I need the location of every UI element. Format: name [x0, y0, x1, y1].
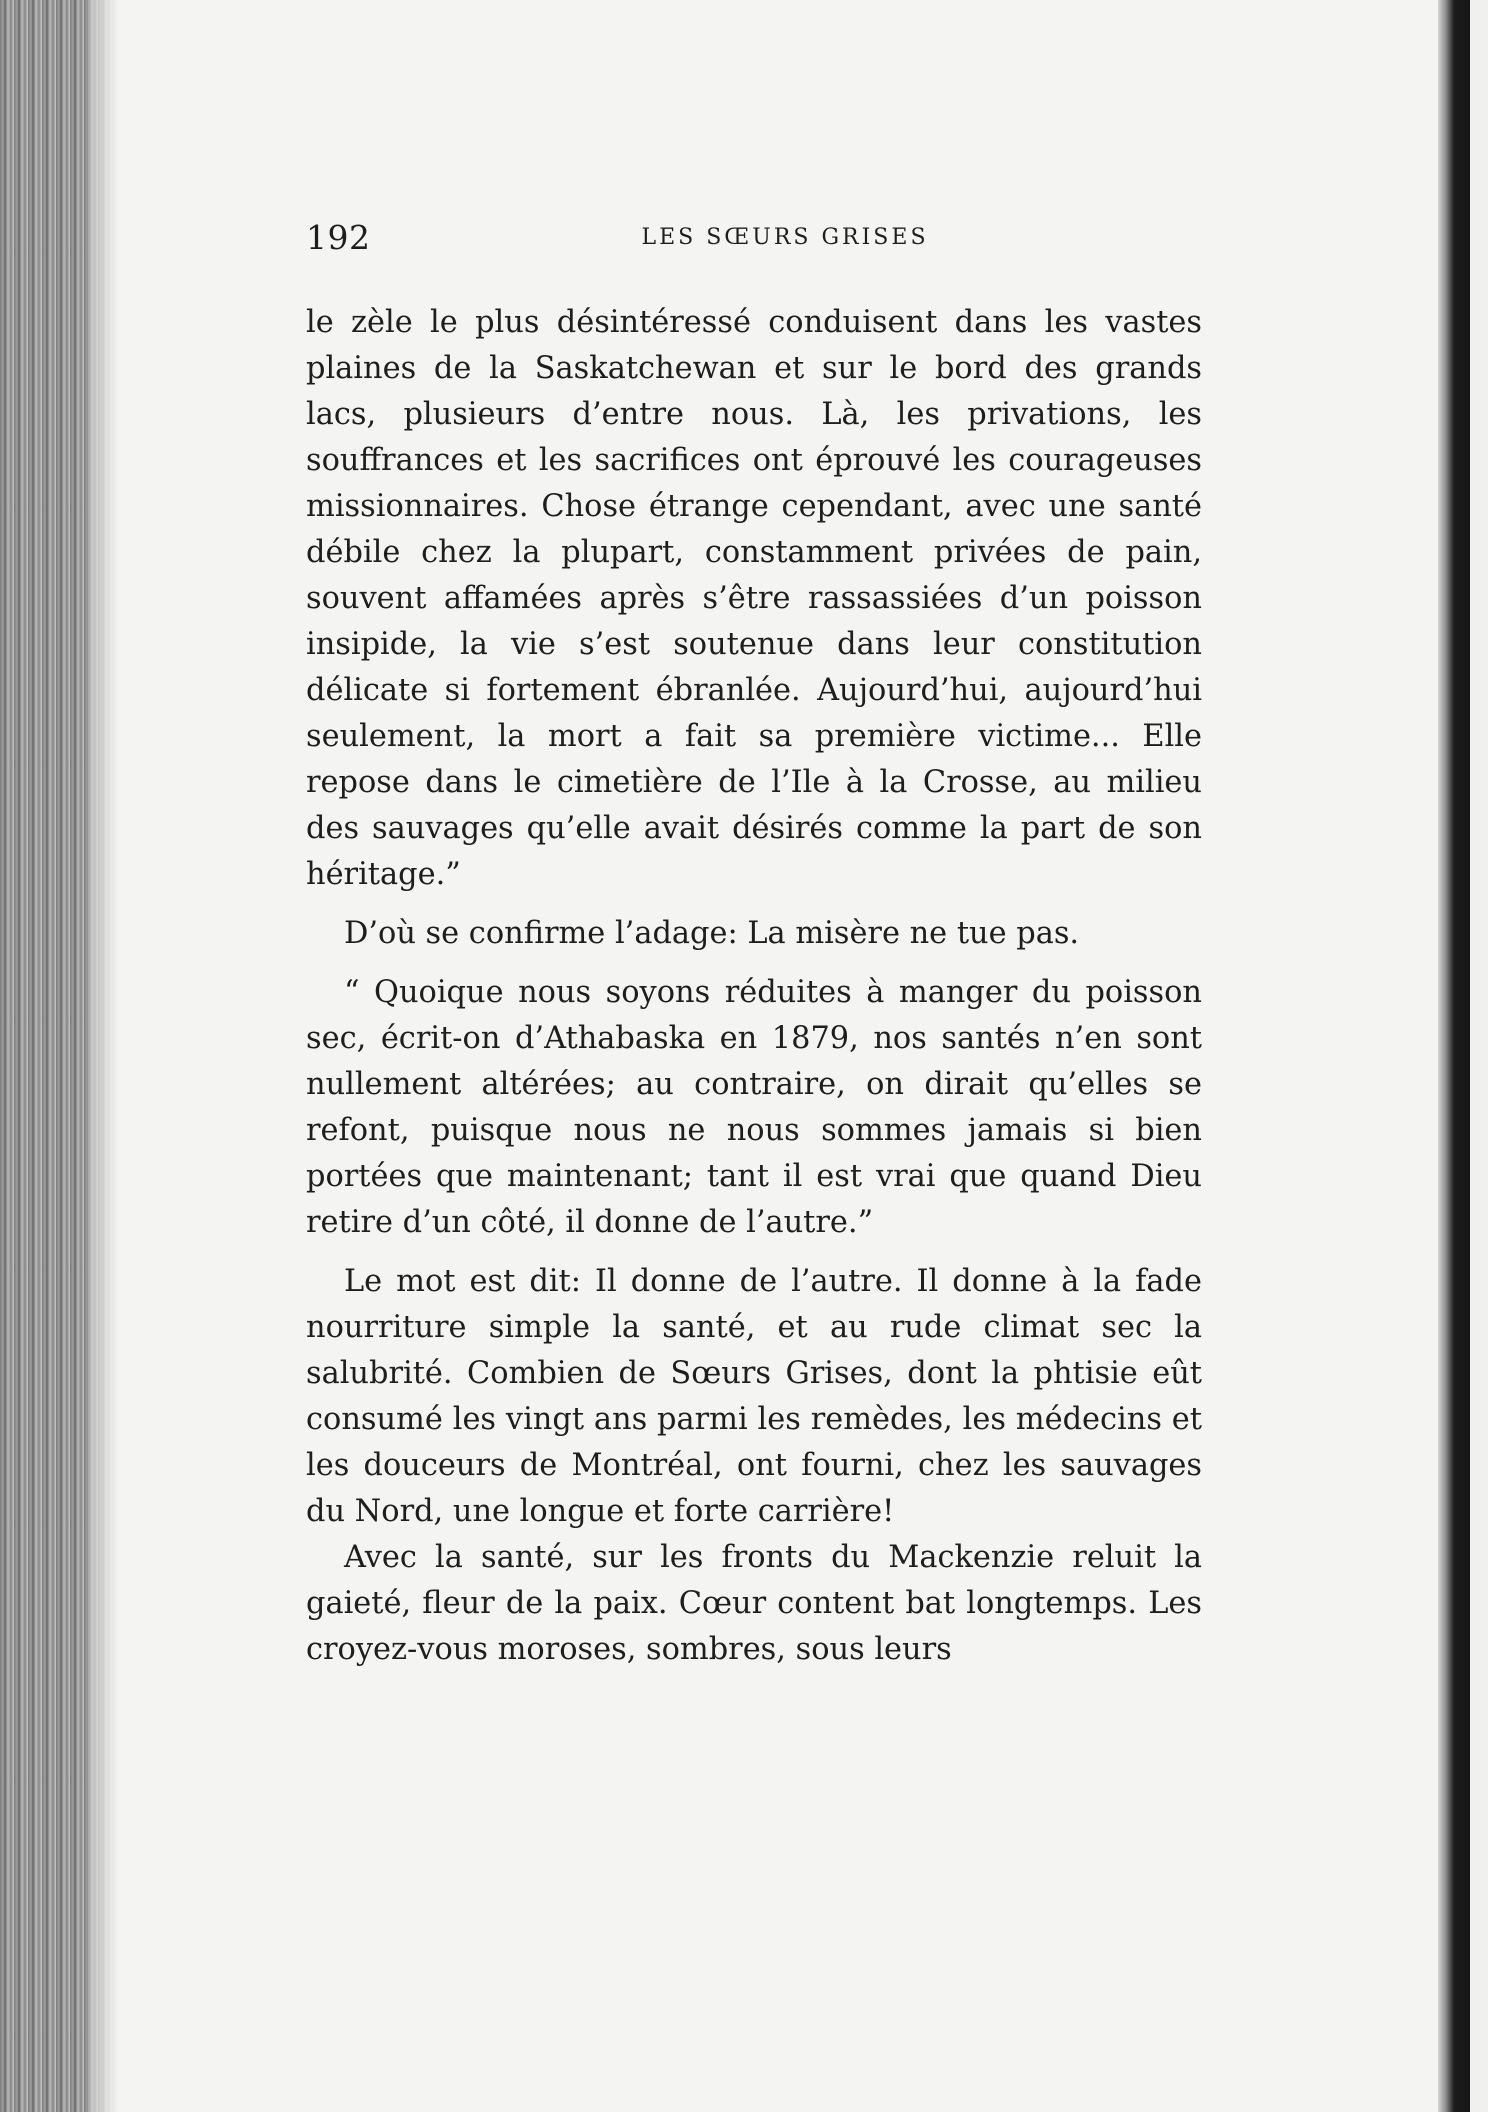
- paragraph-quotation: “ Quoique nous soyons réduites à manger du poisson sec, écrit-on d’Athabaska en 1879, nos santés n’en sont nullement altérées; au contraire, on dirait qu’elles se refont, puisque nous ne nous sommes jamais si bien portées que maintenant; tant il est vrai que quand Dieu retire d’un côté, il donne de l’autre.”: [306, 975, 1202, 1240]
- page-number: 192: [306, 218, 371, 257]
- running-title: LES SŒURS GRISES: [641, 225, 929, 250]
- paragraph: Avec la santé, sur les fronts du Mackenzie reluit la gaieté, fleur de la paix. Cœur content bat longtemps. Les croyez-vous moroses, sombres, sous leurs: [306, 1540, 1202, 1667]
- paragraph: Le mot est dit: Il donne de l’autre. Il donne à la fade nourriture simple la santé, et au rude climat sec la salubrité. Combien de Sœurs Grises, dont la phtisie eût consumé les vingt ans parmi les remèdes, les médecins et les douceurs de Montréal, ont fourni, chez les sauvages du Nord, une longue et forte carrière!: [306, 1264, 1202, 1529]
- paragraph-continued: le zèle le plus désintéressé conduisent dans les vastes plaines de la Saskatchewan et sur le bord des grands lacs, plusieurs d’entre nous. Là, les privations, les souffrances et les sacrifices ont éprouvé les courageuses missionnaires. Chose étrange cependant, avec une santé débile chez la plupart, constamment privées de pain, souvent affamées après s’être rassassiées d’un poisson insipide, la vie s’est soutenue dans leur constitution délicate si fortement ébranlée. Aujourd’hui, aujourd’hui seulement, la mort a fait sa première victime... Elle repose dans le cimetière de l’Ile à la Crosse, au milieu des sauvages qu’elle avait désirés comme la part de son héritage.”: [306, 305, 1202, 892]
- book-page: [306, 196, 1202, 1673]
- book-edge-left: [0, 0, 118, 2112]
- paragraph: D’où se confirme l’adage: La misère ne tue pas.: [344, 916, 1080, 951]
- page-header: [306, 196, 1202, 257]
- facing-page-edge: [1470, 0, 1488, 2112]
- body-text: [306, 300, 1202, 1673]
